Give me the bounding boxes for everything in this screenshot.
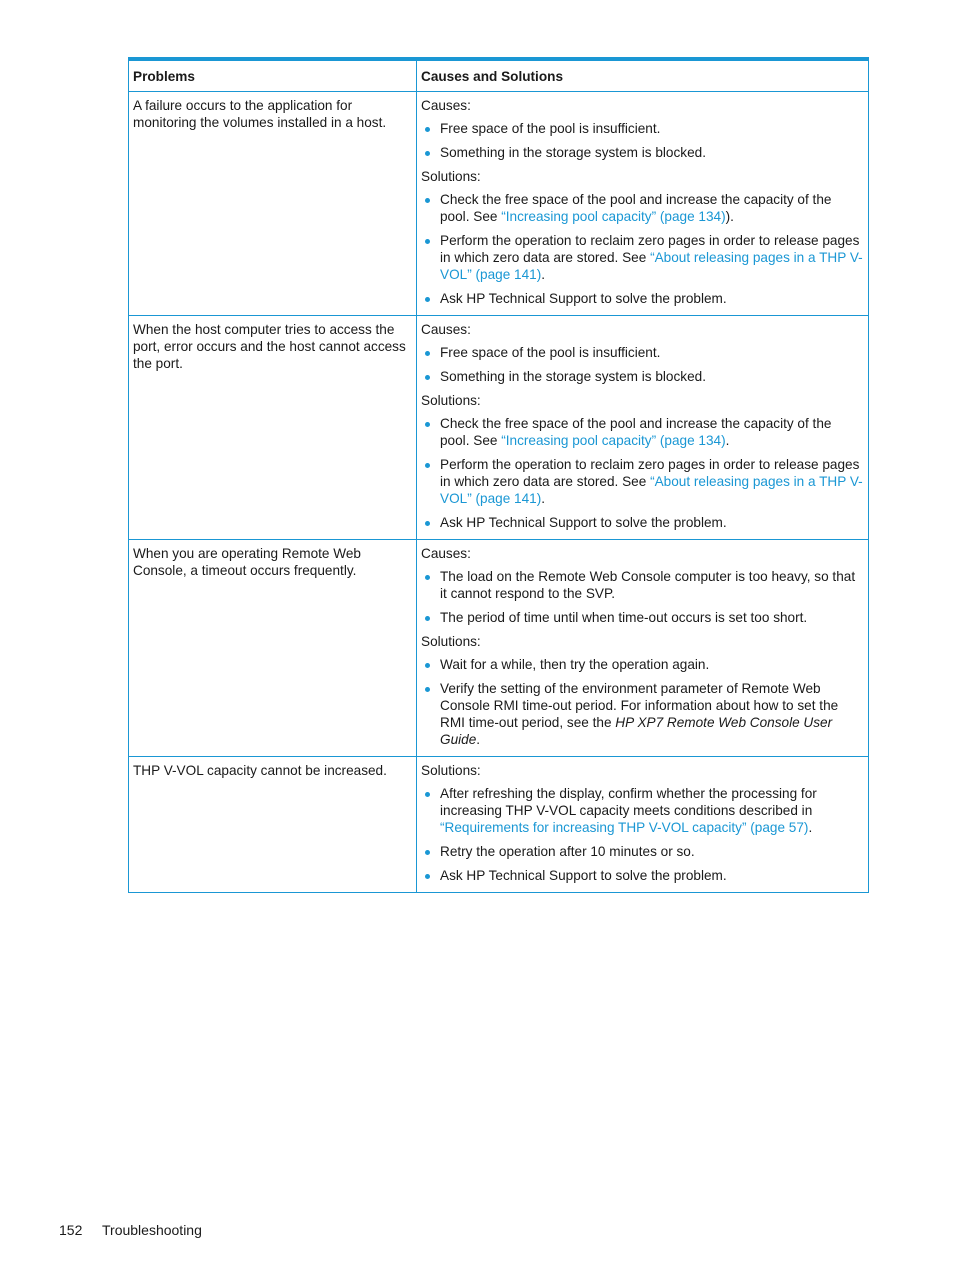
causes-label: Causes: — [421, 546, 471, 561]
table-row — [129, 540, 869, 757]
solutions-list — [421, 656, 864, 748]
solution-item — [421, 232, 864, 283]
causes-solutions-cell — [417, 92, 869, 316]
header-problems: Problems — [129, 59, 417, 92]
solution-text-end: . — [725, 433, 730, 448]
solutions-label: Solutions: — [421, 393, 481, 408]
problem-cell: A failure occurs to the application for monitoring the volumes installed in a host. — [129, 92, 417, 316]
solution-item — [421, 456, 864, 507]
solution-text-end: . — [541, 491, 546, 506]
causes-solutions-cell — [417, 540, 869, 757]
solution-text: Retry the operation after 10 minutes or so. — [440, 844, 695, 859]
solution-text-end: . — [541, 267, 546, 282]
solution-text: Check the free space of the pool and increase the capacity of the pool. See — [440, 416, 832, 448]
solution-text: Ask HP Technical Support to solve the problem. — [440, 868, 727, 883]
causes-list — [421, 120, 864, 161]
solution-text-end: . — [476, 732, 481, 747]
header-causes-solutions: Causes and Solutions — [417, 59, 869, 92]
solution-text: Ask HP Technical Support to solve the problem. — [440, 515, 727, 530]
solutions-label: Solutions: — [421, 763, 481, 778]
page-footer — [59, 1222, 202, 1238]
problem-cell: THP V-VOL capacity cannot be increased. — [129, 757, 417, 893]
troubleshooting-table — [128, 57, 869, 893]
solutions-label: Solutions: — [421, 169, 481, 184]
solution-text: Verify the setting of the environment parameter of Remote Web Console RMI time-out period. For information about how to set the RMI time-out period, see the — [440, 681, 839, 730]
cause-item: The period of time until when time-out occurs is set too short. — [421, 609, 864, 626]
cross-reference-link[interactable]: “Increasing pool capacity” (page 134) — [501, 433, 726, 448]
problem-cell: When you are operating Remote Web Console, a timeout occurs frequently. — [129, 540, 417, 757]
solution-text: After refreshing the display, confirm whether the processing for increasing THP V-VOL capacity meets conditions described in — [440, 786, 817, 818]
problem-cell: When the host computer tries to access the port, error occurs and the host cannot access the port. — [129, 316, 417, 540]
solution-item — [421, 680, 864, 748]
cross-reference-link[interactable]: “Increasing pool capacity” (page 134) — [501, 209, 726, 224]
cause-item: Free space of the pool is insufficient. — [421, 120, 864, 137]
solution-item — [421, 415, 864, 449]
solution-item — [421, 290, 864, 307]
cross-reference-link[interactable]: “About releasing pages in a THP V-VOL” (page 141) — [440, 250, 863, 282]
document-title: HP XP7 Remote Web Console User Guide — [440, 715, 833, 747]
page-number: 152 — [59, 1222, 83, 1238]
cross-reference-link[interactable]: “Requirements for increasing THP V-VOL capacity” (page 57) — [440, 820, 809, 835]
solution-text: Perform the operation to reclaim zero pages in order to release pages in which zero data are stored. See — [440, 457, 860, 489]
solution-item — [421, 867, 864, 884]
solution-item — [421, 843, 864, 860]
causes-solutions-cell — [417, 757, 869, 893]
solution-text: Perform the operation to reclaim zero pages in order to release pages in which zero data are stored. See — [440, 233, 860, 265]
causes-label: Causes: — [421, 98, 471, 113]
cause-item: Free space of the pool is insufficient. — [421, 344, 864, 361]
solution-text-end: ). — [725, 209, 734, 224]
solution-item — [421, 191, 864, 225]
solution-text: Wait for a while, then try the operation again. — [440, 657, 710, 672]
solutions-list — [421, 191, 864, 307]
table-row — [129, 316, 869, 540]
causes-list — [421, 344, 864, 385]
footer-section-title: Troubleshooting — [102, 1222, 202, 1238]
solutions-list — [421, 785, 864, 884]
solution-text-end: . — [808, 820, 813, 835]
table-row — [129, 757, 869, 893]
cause-item: The load on the Remote Web Console computer is too heavy, so that it cannot respond to the SVP. — [421, 568, 864, 602]
solution-text: Check the free space of the pool and increase the capacity of the pool. See — [440, 192, 832, 224]
solutions-list — [421, 415, 864, 531]
solution-item — [421, 656, 864, 673]
cause-item: Something in the storage system is blocked. — [421, 368, 864, 385]
cause-item: Something in the storage system is blocked. — [421, 144, 864, 161]
solution-text: Ask HP Technical Support to solve the problem. — [440, 291, 727, 306]
causes-solutions-cell — [417, 316, 869, 540]
table-header-row — [129, 59, 869, 92]
cross-reference-link[interactable]: “About releasing pages in a THP V-VOL” (page 141) — [440, 474, 863, 506]
table-body — [129, 92, 869, 893]
causes-label: Causes: — [421, 322, 471, 337]
causes-list — [421, 568, 864, 626]
solutions-label: Solutions: — [421, 634, 481, 649]
solution-item — [421, 514, 864, 531]
table-row — [129, 92, 869, 316]
solution-item — [421, 785, 864, 836]
